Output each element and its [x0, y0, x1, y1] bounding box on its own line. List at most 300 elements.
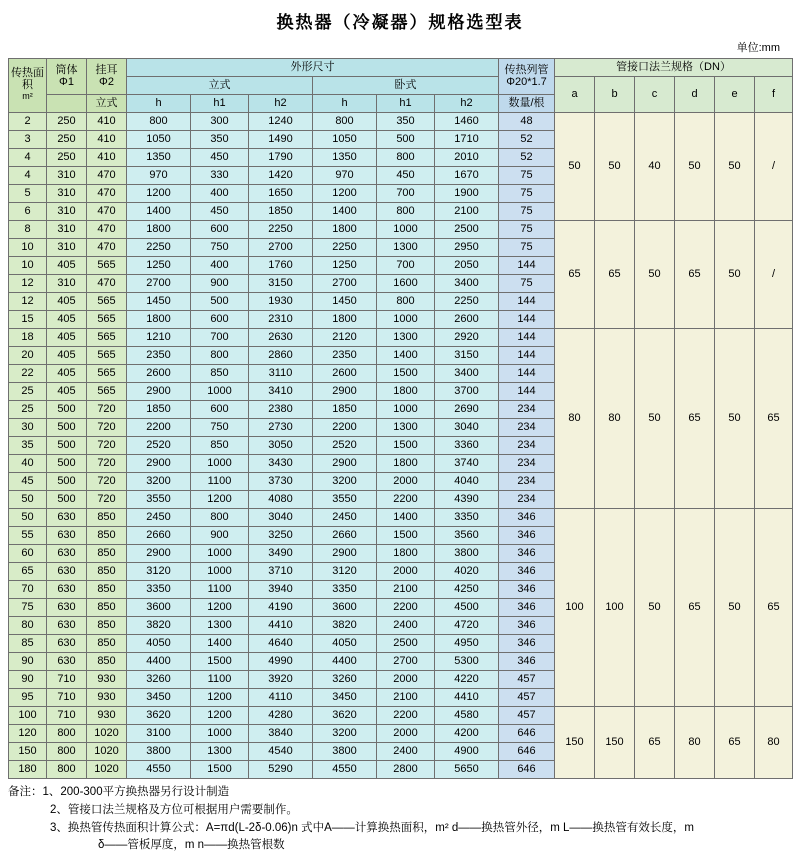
cell-horizontal-h2: 2950	[435, 239, 499, 257]
cell-barrel-dia: 630	[47, 617, 87, 635]
cell-flange-c: 50	[635, 329, 675, 509]
cell-horizontal-h1: 1400	[377, 509, 435, 527]
cell-area: 150	[9, 743, 47, 761]
cell-flange-c: 40	[635, 113, 675, 221]
cell-area: 30	[9, 419, 47, 437]
cell-horizontal-h: 3260	[313, 671, 377, 689]
cell-area: 22	[9, 365, 47, 383]
th-h-h1: h1	[377, 95, 435, 113]
cell-area: 5	[9, 185, 47, 203]
cell-ear-dia: 850	[87, 581, 127, 599]
cell-vertical-h1: 400	[191, 257, 249, 275]
cell-area: 6	[9, 203, 47, 221]
cell-horizontal-h1: 700	[377, 257, 435, 275]
cell-flange-b: 80	[595, 329, 635, 509]
cell-vertical-h1: 1200	[191, 599, 249, 617]
cell-vertical-h1: 450	[191, 203, 249, 221]
th-v-h1: h1	[191, 95, 249, 113]
cell-horizontal-h1: 350	[377, 113, 435, 131]
cell-vertical-h1: 1200	[191, 491, 249, 509]
cell-vertical-h: 2520	[127, 437, 191, 455]
cell-horizontal-h1: 1800	[377, 455, 435, 473]
cell-tube-count: 144	[499, 383, 555, 401]
cell-horizontal-h: 3200	[313, 473, 377, 491]
cell-vertical-h: 3800	[127, 743, 191, 761]
cell-vertical-h2: 3940	[249, 581, 313, 599]
cell-area: 55	[9, 527, 47, 545]
cell-vertical-h1: 850	[191, 365, 249, 383]
th-tubes: 传热列管 Φ20*1.7	[499, 59, 555, 95]
cell-vertical-h1: 1000	[191, 545, 249, 563]
cell-tube-count: 144	[499, 365, 555, 383]
cell-vertical-h: 4050	[127, 635, 191, 653]
cell-tube-count: 346	[499, 653, 555, 671]
cell-vertical-h: 1450	[127, 293, 191, 311]
cell-horizontal-h2: 3740	[435, 455, 499, 473]
cell-tube-count: 75	[499, 221, 555, 239]
cell-tube-count: 346	[499, 635, 555, 653]
cell-tube-count: 646	[499, 743, 555, 761]
cell-horizontal-h2: 3350	[435, 509, 499, 527]
cell-ear-dia: 850	[87, 653, 127, 671]
cell-area: 45	[9, 473, 47, 491]
cell-flange-f: 65	[755, 509, 793, 707]
cell-horizontal-h1: 700	[377, 185, 435, 203]
cell-ear-dia: 850	[87, 527, 127, 545]
table-body	[9, 113, 793, 779]
cell-ear-dia: 470	[87, 203, 127, 221]
table-row	[9, 113, 793, 131]
cell-tube-count: 346	[499, 617, 555, 635]
cell-ear-dia: 1020	[87, 761, 127, 779]
cell-ear-dia: 565	[87, 257, 127, 275]
cell-horizontal-h2: 4720	[435, 617, 499, 635]
cell-vertical-h2: 4110	[249, 689, 313, 707]
th-flange-e: e	[715, 77, 755, 113]
cell-area: 4	[9, 167, 47, 185]
cell-vertical-h2: 1930	[249, 293, 313, 311]
cell-tube-count: 346	[499, 581, 555, 599]
cell-horizontal-h1: 1000	[377, 311, 435, 329]
cell-area: 180	[9, 761, 47, 779]
cell-horizontal-h2: 4040	[435, 473, 499, 491]
cell-horizontal-h2: 5650	[435, 761, 499, 779]
cell-horizontal-h1: 1000	[377, 221, 435, 239]
cell-horizontal-h: 1800	[313, 311, 377, 329]
cell-tube-count: 346	[499, 509, 555, 527]
cell-vertical-h1: 800	[191, 509, 249, 527]
cell-vertical-h2: 2700	[249, 239, 313, 257]
cell-horizontal-h: 1400	[313, 203, 377, 221]
cell-flange-c: 50	[635, 509, 675, 707]
cell-horizontal-h2: 2600	[435, 311, 499, 329]
cell-flange-e: 50	[715, 113, 755, 221]
cell-vertical-h1: 1000	[191, 725, 249, 743]
cell-tube-count: 75	[499, 239, 555, 257]
cell-tube-count: 457	[499, 671, 555, 689]
cell-barrel-dia: 310	[47, 167, 87, 185]
cell-flange-f: /	[755, 113, 793, 221]
cell-vertical-h2: 3250	[249, 527, 313, 545]
cell-tube-count: 48	[499, 113, 555, 131]
cell-ear-dia: 930	[87, 707, 127, 725]
cell-ear-dia: 410	[87, 131, 127, 149]
cell-horizontal-h: 2350	[313, 347, 377, 365]
cell-area: 12	[9, 275, 47, 293]
cell-tube-count: 234	[499, 491, 555, 509]
cell-vertical-h: 1050	[127, 131, 191, 149]
th-ear-sub: 立式	[87, 95, 127, 113]
cell-barrel-dia: 405	[47, 383, 87, 401]
cell-barrel-dia: 500	[47, 491, 87, 509]
cell-area: 8	[9, 221, 47, 239]
cell-vertical-h1: 350	[191, 131, 249, 149]
cell-barrel-dia: 630	[47, 509, 87, 527]
cell-tube-count: 75	[499, 185, 555, 203]
cell-vertical-h1: 850	[191, 437, 249, 455]
cell-horizontal-h: 2660	[313, 527, 377, 545]
cell-tube-count: 646	[499, 761, 555, 779]
table-row	[9, 329, 793, 347]
cell-flange-d: 65	[675, 509, 715, 707]
cell-horizontal-h: 2900	[313, 455, 377, 473]
cell-ear-dia: 720	[87, 419, 127, 437]
cell-vertical-h: 3450	[127, 689, 191, 707]
cell-area: 15	[9, 311, 47, 329]
cell-barrel-dia: 405	[47, 257, 87, 275]
cell-flange-d: 50	[675, 113, 715, 221]
spec-table	[8, 58, 793, 779]
cell-horizontal-h2: 2100	[435, 203, 499, 221]
cell-vertical-h: 3260	[127, 671, 191, 689]
th-flange-c: c	[635, 77, 675, 113]
cell-tube-count: 234	[499, 419, 555, 437]
cell-ear-dia: 1020	[87, 725, 127, 743]
cell-vertical-h2: 1240	[249, 113, 313, 131]
cell-horizontal-h1: 1500	[377, 527, 435, 545]
cell-area: 80	[9, 617, 47, 635]
cell-vertical-h1: 1500	[191, 761, 249, 779]
cell-horizontal-h2: 4410	[435, 689, 499, 707]
cell-vertical-h1: 700	[191, 329, 249, 347]
cell-ear-dia: 720	[87, 491, 127, 509]
cell-vertical-h1: 600	[191, 401, 249, 419]
cell-vertical-h1: 600	[191, 311, 249, 329]
note-1: 备注：1、200-300平方换热器另行设计制造	[8, 786, 230, 798]
cell-vertical-h: 2350	[127, 347, 191, 365]
cell-vertical-h1: 900	[191, 275, 249, 293]
cell-area: 60	[9, 545, 47, 563]
cell-horizontal-h1: 1300	[377, 329, 435, 347]
cell-area: 120	[9, 725, 47, 743]
cell-horizontal-h2: 1900	[435, 185, 499, 203]
cell-vertical-h: 800	[127, 113, 191, 131]
cell-horizontal-h1: 2800	[377, 761, 435, 779]
cell-vertical-h1: 600	[191, 221, 249, 239]
cell-tube-count: 346	[499, 545, 555, 563]
cell-vertical-h: 1800	[127, 221, 191, 239]
cell-horizontal-h2: 4580	[435, 707, 499, 725]
note-4: δ——管板厚度，m n——换热管根数	[98, 839, 285, 852]
cell-tube-count: 52	[499, 131, 555, 149]
cell-horizontal-h: 1250	[313, 257, 377, 275]
cell-tube-count: 144	[499, 329, 555, 347]
cell-horizontal-h: 4050	[313, 635, 377, 653]
cell-vertical-h1: 300	[191, 113, 249, 131]
cell-tube-count: 234	[499, 437, 555, 455]
cell-area: 90	[9, 653, 47, 671]
cell-ear-dia: 850	[87, 563, 127, 581]
cell-area: 25	[9, 383, 47, 401]
cell-ear-dia: 565	[87, 365, 127, 383]
cell-vertical-h2: 3920	[249, 671, 313, 689]
cell-barrel-dia: 800	[47, 743, 87, 761]
cell-vertical-h: 2700	[127, 275, 191, 293]
cell-vertical-h1: 500	[191, 293, 249, 311]
cell-vertical-h: 1800	[127, 311, 191, 329]
cell-flange-a: 50	[555, 113, 595, 221]
table-header	[9, 59, 793, 113]
cell-area: 10	[9, 239, 47, 257]
cell-barrel-dia: 500	[47, 473, 87, 491]
cell-vertical-h: 3200	[127, 473, 191, 491]
cell-vertical-h: 3620	[127, 707, 191, 725]
cell-vertical-h1: 450	[191, 149, 249, 167]
cell-vertical-h2: 4280	[249, 707, 313, 725]
cell-horizontal-h2: 4950	[435, 635, 499, 653]
th-dimensions: 外形尺寸	[127, 59, 499, 77]
cell-horizontal-h2: 1460	[435, 113, 499, 131]
cell-tube-count: 75	[499, 203, 555, 221]
cell-horizontal-h1: 2100	[377, 689, 435, 707]
cell-horizontal-h1: 1000	[377, 401, 435, 419]
cell-ear-dia: 565	[87, 311, 127, 329]
cell-horizontal-h: 800	[313, 113, 377, 131]
cell-vertical-h: 2900	[127, 455, 191, 473]
cell-barrel-dia: 405	[47, 311, 87, 329]
cell-vertical-h2: 4990	[249, 653, 313, 671]
cell-vertical-h1: 1100	[191, 581, 249, 599]
cell-vertical-h1: 1100	[191, 671, 249, 689]
cell-barrel-dia: 710	[47, 689, 87, 707]
cell-tube-count: 75	[499, 275, 555, 293]
cell-horizontal-h: 3450	[313, 689, 377, 707]
cell-vertical-h2: 1760	[249, 257, 313, 275]
cell-area: 75	[9, 599, 47, 617]
cell-vertical-h: 3550	[127, 491, 191, 509]
cell-horizontal-h: 3350	[313, 581, 377, 599]
cell-horizontal-h2: 2920	[435, 329, 499, 347]
cell-horizontal-h: 2520	[313, 437, 377, 455]
cell-barrel-dia: 310	[47, 185, 87, 203]
cell-vertical-h1: 750	[191, 239, 249, 257]
cell-vertical-h2: 1490	[249, 131, 313, 149]
cell-barrel-dia: 250	[47, 131, 87, 149]
cell-ear-dia: 930	[87, 671, 127, 689]
cell-flange-d: 65	[675, 329, 715, 509]
cell-horizontal-h: 3200	[313, 725, 377, 743]
cell-vertical-h1: 1000	[191, 383, 249, 401]
cell-vertical-h2: 3730	[249, 473, 313, 491]
cell-horizontal-h2: 4250	[435, 581, 499, 599]
cell-ear-dia: 470	[87, 239, 127, 257]
cell-tube-count: 144	[499, 257, 555, 275]
cell-area: 10	[9, 257, 47, 275]
cell-horizontal-h2: 3040	[435, 419, 499, 437]
cell-flange-e: 50	[715, 509, 755, 707]
cell-vertical-h2: 2630	[249, 329, 313, 347]
cell-horizontal-h: 2200	[313, 419, 377, 437]
cell-horizontal-h1: 800	[377, 203, 435, 221]
cell-vertical-h: 2660	[127, 527, 191, 545]
cell-area: 95	[9, 689, 47, 707]
cell-barrel-dia: 310	[47, 203, 87, 221]
cell-horizontal-h2: 3360	[435, 437, 499, 455]
page-title: 换热器（冷凝器）规格选型表	[276, 13, 524, 32]
cell-horizontal-h2: 4390	[435, 491, 499, 509]
cell-vertical-h: 3120	[127, 563, 191, 581]
cell-vertical-h: 1250	[127, 257, 191, 275]
cell-ear-dia: 850	[87, 545, 127, 563]
cell-horizontal-h2: 4220	[435, 671, 499, 689]
cell-horizontal-h1: 2000	[377, 473, 435, 491]
cell-horizontal-h: 4400	[313, 653, 377, 671]
th-tubes-count: 数量/根	[499, 95, 555, 113]
cell-flange-f: 65	[755, 329, 793, 509]
cell-vertical-h: 2600	[127, 365, 191, 383]
cell-horizontal-h2: 3400	[435, 275, 499, 293]
cell-flange-c: 50	[635, 221, 675, 329]
cell-flange-e: 50	[715, 221, 755, 329]
cell-horizontal-h: 2900	[313, 383, 377, 401]
cell-ear-dia: 850	[87, 509, 127, 527]
cell-vertical-h2: 3710	[249, 563, 313, 581]
cell-barrel-dia: 500	[47, 455, 87, 473]
cell-horizontal-h1: 2200	[377, 707, 435, 725]
cell-horizontal-h1: 2400	[377, 617, 435, 635]
cell-tube-count: 346	[499, 599, 555, 617]
cell-ear-dia: 565	[87, 347, 127, 365]
cell-horizontal-h2: 1670	[435, 167, 499, 185]
cell-vertical-h2: 3050	[249, 437, 313, 455]
cell-horizontal-h: 3600	[313, 599, 377, 617]
cell-vertical-h2: 3840	[249, 725, 313, 743]
cell-vertical-h1: 1100	[191, 473, 249, 491]
th-flange-group: 管接口法兰规格（DN）	[555, 59, 793, 77]
cell-barrel-dia: 310	[47, 239, 87, 257]
cell-ear-dia: 470	[87, 221, 127, 239]
cell-flange-a: 150	[555, 707, 595, 779]
cell-horizontal-h2: 4900	[435, 743, 499, 761]
cell-vertical-h: 4550	[127, 761, 191, 779]
th-flange-f: f	[755, 77, 793, 113]
cell-flange-b: 100	[595, 509, 635, 707]
cell-vertical-h2: 3110	[249, 365, 313, 383]
cell-flange-b: 150	[595, 707, 635, 779]
cell-flange-d: 80	[675, 707, 715, 779]
cell-vertical-h2: 1650	[249, 185, 313, 203]
cell-vertical-h: 1400	[127, 203, 191, 221]
cell-ear-dia: 720	[87, 437, 127, 455]
cell-horizontal-h2: 1710	[435, 131, 499, 149]
cell-horizontal-h1: 2200	[377, 599, 435, 617]
cell-area: 4	[9, 149, 47, 167]
th-barrel: 筒体 Φ1	[47, 59, 87, 95]
cell-area: 90	[9, 671, 47, 689]
cell-tube-count: 346	[499, 527, 555, 545]
cell-vertical-h2: 1850	[249, 203, 313, 221]
cell-horizontal-h2: 2050	[435, 257, 499, 275]
table-row	[9, 707, 793, 725]
th-horizontal: 卧式	[313, 77, 499, 95]
cell-barrel-dia: 630	[47, 545, 87, 563]
cell-horizontal-h: 970	[313, 167, 377, 185]
cell-vertical-h2: 4640	[249, 635, 313, 653]
cell-vertical-h2: 2860	[249, 347, 313, 365]
cell-horizontal-h1: 1800	[377, 545, 435, 563]
cell-tube-count: 234	[499, 455, 555, 473]
cell-tube-count: 52	[499, 149, 555, 167]
cell-barrel-dia: 405	[47, 365, 87, 383]
cell-vertical-h2: 3410	[249, 383, 313, 401]
table-row	[9, 509, 793, 527]
th-v-h2: h2	[249, 95, 313, 113]
unit-note: 单位:mm	[736, 42, 780, 54]
cell-horizontal-h: 2600	[313, 365, 377, 383]
cell-area: 18	[9, 329, 47, 347]
cell-area: 40	[9, 455, 47, 473]
cell-vertical-h2: 2250	[249, 221, 313, 239]
cell-vertical-h: 2900	[127, 545, 191, 563]
cell-ear-dia: 930	[87, 689, 127, 707]
cell-barrel-dia: 630	[47, 653, 87, 671]
cell-vertical-h: 2200	[127, 419, 191, 437]
cell-vertical-h: 970	[127, 167, 191, 185]
cell-vertical-h2: 4080	[249, 491, 313, 509]
cell-horizontal-h2: 5300	[435, 653, 499, 671]
cell-ear-dia: 470	[87, 185, 127, 203]
cell-horizontal-h: 4550	[313, 761, 377, 779]
th-v-h: h	[127, 95, 191, 113]
cell-horizontal-h1: 2000	[377, 671, 435, 689]
cell-vertical-h1: 1400	[191, 635, 249, 653]
cell-vertical-h2: 3040	[249, 509, 313, 527]
cell-tube-count: 457	[499, 689, 555, 707]
cell-barrel-dia: 710	[47, 671, 87, 689]
cell-horizontal-h: 3620	[313, 707, 377, 725]
cell-vertical-h: 3820	[127, 617, 191, 635]
cell-horizontal-h1: 500	[377, 131, 435, 149]
th-barrel-sub	[47, 95, 87, 113]
cell-horizontal-h2: 4500	[435, 599, 499, 617]
th-flange-d: d	[675, 77, 715, 113]
th-flange-b: b	[595, 77, 635, 113]
th-flange-a: a	[555, 77, 595, 113]
notes-block	[8, 779, 792, 855]
cell-vertical-h1: 1000	[191, 455, 249, 473]
cell-ear-dia: 410	[87, 113, 127, 131]
cell-tube-count: 234	[499, 401, 555, 419]
cell-horizontal-h: 2700	[313, 275, 377, 293]
cell-vertical-h1: 400	[191, 185, 249, 203]
cell-horizontal-h1: 1800	[377, 383, 435, 401]
cell-horizontal-h1: 1300	[377, 239, 435, 257]
cell-horizontal-h1: 1500	[377, 365, 435, 383]
cell-tube-count: 457	[499, 707, 555, 725]
cell-vertical-h2: 3490	[249, 545, 313, 563]
cell-vertical-h: 1850	[127, 401, 191, 419]
cell-ear-dia: 565	[87, 293, 127, 311]
